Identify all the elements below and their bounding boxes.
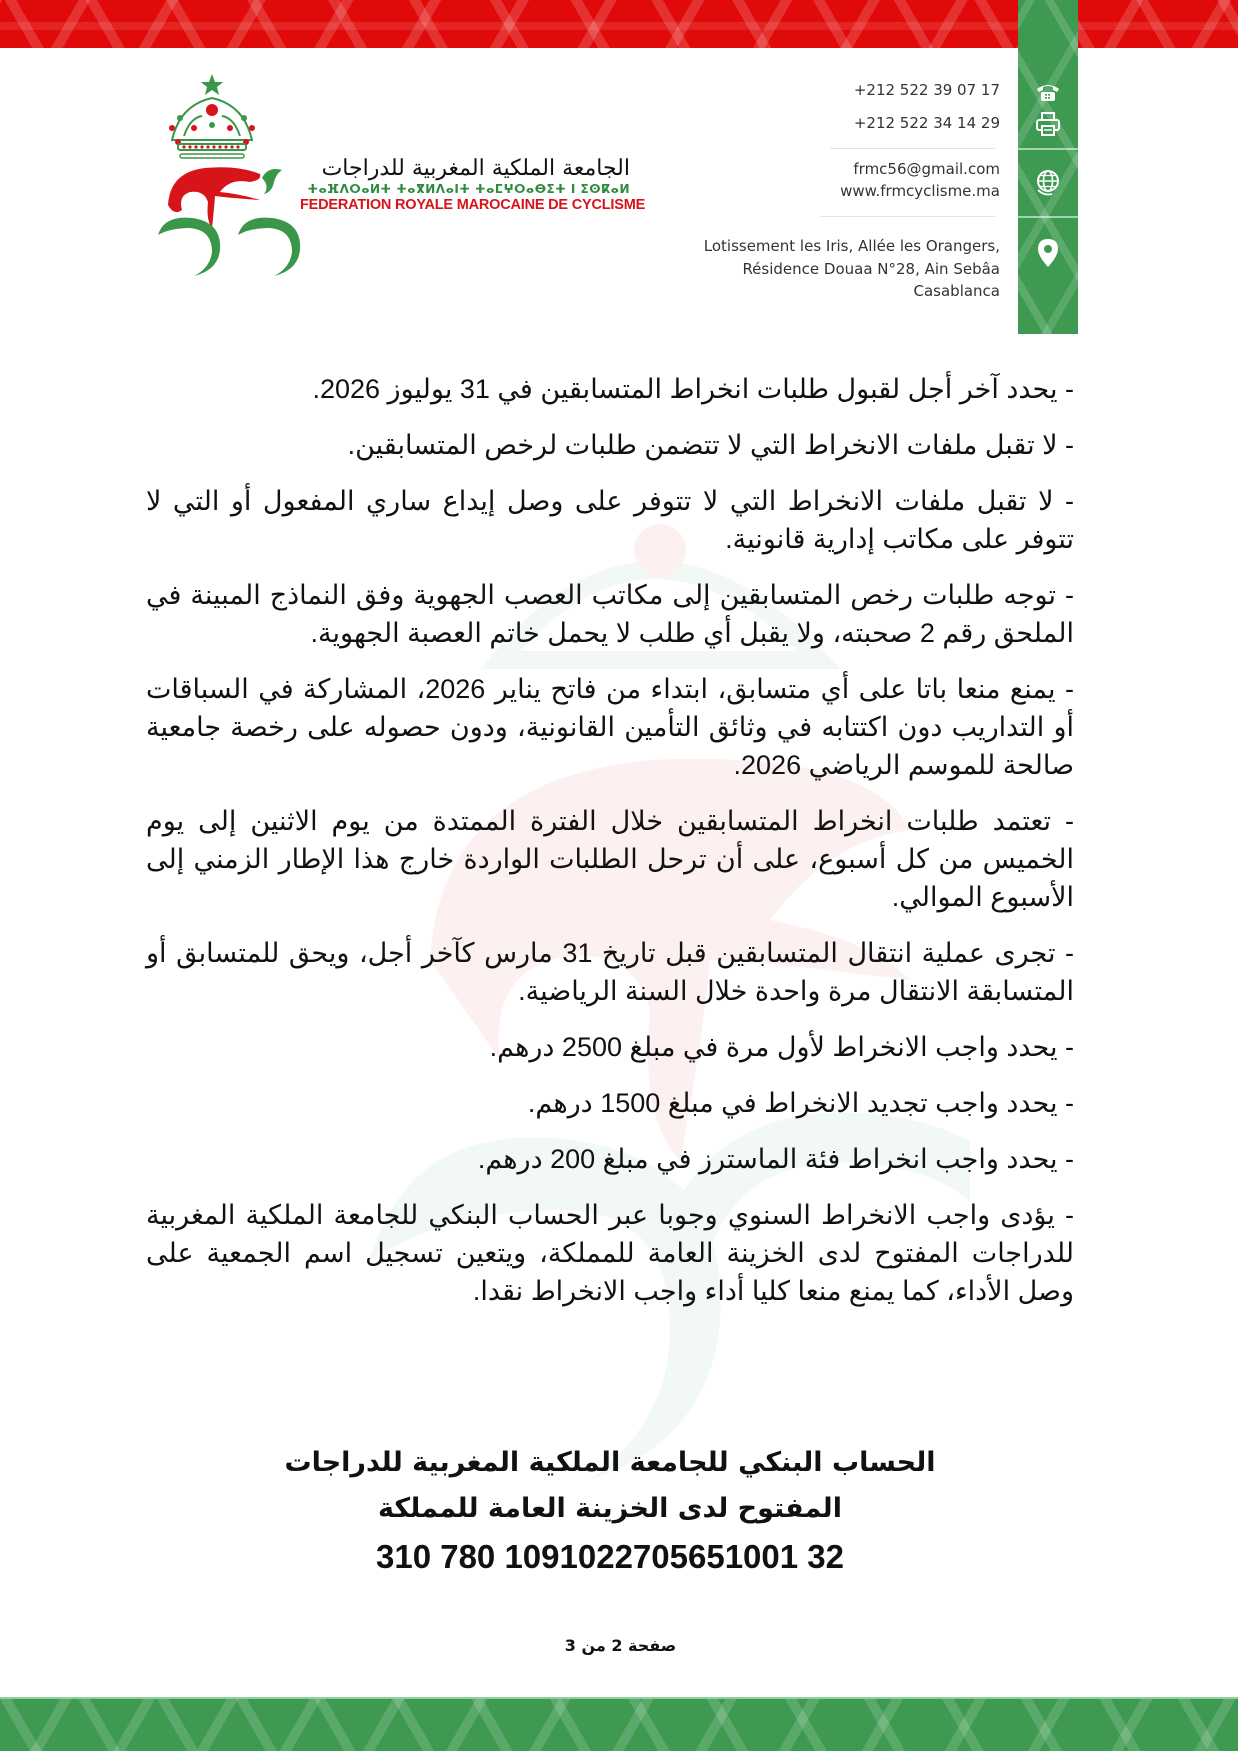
org-name-arabic: الجامعة الملكية المغربية للدراجات — [321, 156, 630, 181]
address-line-2: Résidence Douaa N°28, Ain Sebâa — [742, 260, 1000, 278]
organization-name — [300, 156, 646, 214]
cyclist-icon — [158, 167, 300, 276]
location-pin-icon — [1033, 238, 1063, 268]
printer-icon — [1033, 109, 1063, 139]
org-name-tifinagh: ⵜⴰⴼⴷⵔⴰⵍⵜ ⵜⴰⴳⵍⴷⴰⵏⵜ ⵜⴰⵎⵖⵔⴰⴱⵉⵜ ⵏ ⵉⵙⴽⴰⵍ — [307, 182, 630, 196]
paragraph: - يحدد آخر أجل لقبول طلبات انخراط المتسابقين في 31 يوليوز 2026. — [312, 374, 1074, 404]
paragraph: - تجرى عملية انتقال المتسابقين قبل تاريخ 31 مارس كآخر أجل، ويحق للمتسابق أو المتسابقة الانتقال مرة واحدة خلال السنة الرياضية. — [146, 938, 1074, 1006]
email-link[interactable]: frmc56@gmail.com — [853, 160, 1000, 178]
phone-number[interactable]: +212 522 39 07 17 — [853, 81, 1000, 99]
bank-title-line-2: المفتوح لدى الخزينة العامة للمملكة — [378, 1493, 842, 1524]
paragraph: - يؤدى واجب الانخراط السنوي وجوبا عبر الحساب البنكي للجامعة الملكية المغربية للدراجات المفتوح لدى الخزينة العامة للمملكة، ويتعين تسجيل اسم الجمعية على وصل الأداء، كما يمنع منعا كليا أداء واجب الانخراط نقدا. — [146, 1200, 1075, 1306]
paragraph: - يحدد واجب انخراط فئة الماسترز في مبلغ 200 درهم. — [477, 1144, 1074, 1174]
paragraph: - يمنع منعا باتا على أي متسابق، ابتداء من فاتح يناير 2026، المشاركة في السباقات أو التداريب دون اكتتابه في وثائق التأمين القانونية، ودون حصوله على رخصة جامعية صالحة للموسم الرياضي 2026. — [146, 674, 1074, 780]
paragraph: - تعتمد طلبات انخراط المتسابقين خلال الفترة الممتدة من يوم الاثنين إلى يوم الخميس من كل أسبوع، على أن ترحل الطلبات الواردة خارج هذا الإطار الزمني إلى الأسبوع الموالي. — [146, 806, 1074, 912]
bank-account-block — [260, 1440, 960, 1582]
address-line-1: Lotissement les Iris, Allée les Orangers, — [703, 237, 1000, 255]
paragraph: - يحدد واجب الانخراط لأول مرة في مبلغ 2500 درهم. — [489, 1032, 1074, 1062]
document-body — [146, 370, 1074, 1328]
website-link[interactable]: www.frmcyclisme.ma — [840, 182, 1000, 200]
paragraph: - يحدد واجب تجديد الانخراط في مبلغ 1500 درهم. — [527, 1088, 1074, 1118]
divider — [1018, 216, 1078, 218]
paragraph: - لا تقبل ملفات الانخراط التي لا تتضمن طلبات لرخص المتسابقين. — [347, 430, 1074, 460]
paragraph: - لا تقبل ملفات الانخراط التي لا تتوفر على وصل إيداع ساري المفعول أو التي لا تتوفر على مكاتب إدارية قانونية. — [146, 486, 1074, 554]
bank-account-number: 310 780 1091022705651001 32 — [376, 1538, 844, 1575]
bank-title-line-1: الحساب البنكي للجامعة الملكية المغربية للدراجات — [284, 1447, 936, 1478]
globe-icon — [1033, 167, 1063, 197]
divider — [1018, 148, 1078, 150]
divider — [820, 216, 995, 217]
paragraph: - توجه طلبات رخص المتسابقين إلى مكاتب العصب الجهوية وفق النماذج المبينة في الملحق رقم 2 صحبته، ولا يقبل أي طلب لا يحمل خاتم العصبة الجهوية. — [146, 580, 1074, 648]
page-number: صفحة 2 من 3 — [564, 1636, 677, 1655]
org-name-french: FEDERATION ROYALE MAROCAINE DE CYCLISME — [300, 197, 646, 213]
footer-green-band — [0, 1697, 1238, 1751]
crown-icon — [169, 74, 255, 158]
address-line-3: Casablanca — [913, 282, 1000, 300]
phone-icon — [1033, 77, 1063, 107]
federation-logo — [150, 70, 310, 280]
fax-number: +212 522 34 14 29 — [853, 114, 1000, 132]
divider — [830, 148, 995, 149]
